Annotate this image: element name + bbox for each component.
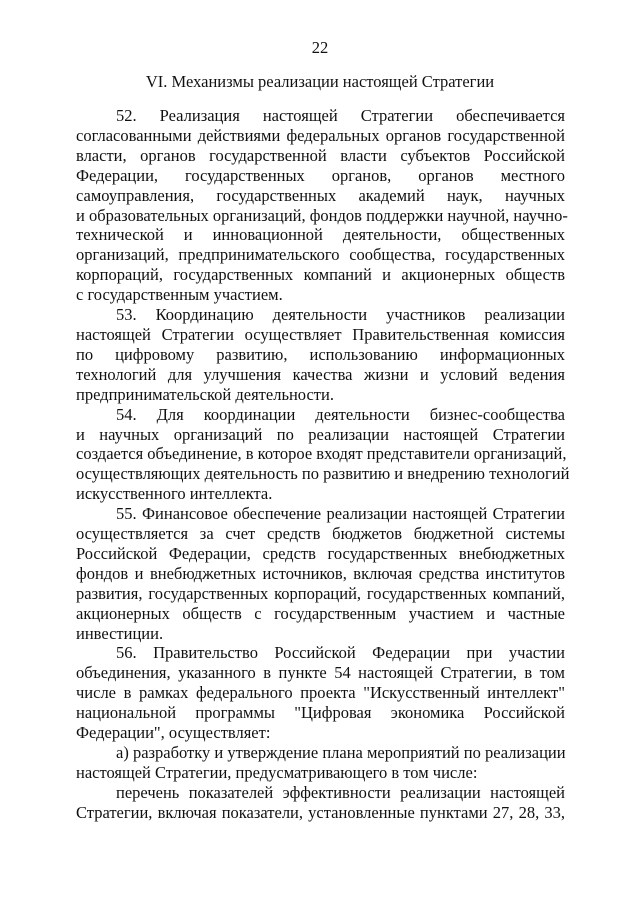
text-line: перечень показателей эффективности реализации настоящей: [116, 782, 565, 802]
text-line: числе в рамках федерального проекта "Искусственный интеллект": [76, 683, 565, 703]
text-line: власти, органов государственной власти субъектов Российской: [76, 145, 565, 165]
text-line: объединения, указанного в пункте 54 настоящей Стратегии, в том: [76, 663, 565, 683]
paragraph-55: [76, 504, 565, 643]
text-line: 53. Координацию деятельности участников реализации: [116, 305, 565, 325]
text-line: осуществляется за счет средств бюджетов бюджетной системы: [76, 524, 565, 544]
text-line: акционерных обществ с государственным участием и частные: [76, 603, 565, 623]
document-body: [76, 106, 570, 823]
text-line: корпораций, государственных компаний и акционерных обществ: [76, 265, 565, 285]
text-line: 54. Для координации деятельности бизнес-сообщества: [116, 404, 565, 424]
text-line: 52. Реализация настоящей Стратегии обеспечивается: [116, 106, 565, 125]
paragraph-56: [76, 643, 565, 743]
text-line: инвестиции.: [76, 623, 164, 643]
text-line: и образовательных организаций, фондов поддержки научной, научно-: [76, 205, 568, 225]
text-line: национальной программы "Цифровая экономика Российской: [76, 703, 565, 723]
text-line: настоящей Стратегии, предусматривающего в том числе:: [76, 762, 478, 782]
text-line: Российской Федерации, средств государственных внебюджетных: [76, 543, 565, 563]
text-line: Стратегии, включая показатели, установленные пунктами 27, 28, 33,: [76, 802, 565, 822]
text-line: создается объединение, в которое входят представители организаций,: [76, 444, 567, 464]
text-line: искусственного интеллекта.: [76, 484, 273, 504]
text-line: предпринимательской деятельности.: [76, 384, 334, 404]
text-line: 56. Правительство Российской Федерации при участии: [116, 643, 565, 663]
text-line: технологий для улучшения качества жизни и условий ведения: [76, 364, 565, 384]
text-line: и научных организаций по реализации настоящей Стратегии: [76, 424, 565, 444]
text-line: с государственным участием.: [76, 285, 283, 305]
page-number: 22: [311, 38, 329, 57]
text-line: 55. Финансовое обеспечение реализации настоящей Стратегии: [116, 504, 565, 524]
paragraph-52: [76, 106, 568, 305]
text-line: самоуправления, государственных академий наук, научных: [76, 185, 565, 205]
paragraph-indicators: [76, 783, 565, 823]
text-line: фондов и внебюджетных источников, включая средства институтов: [76, 563, 565, 583]
text-line: по цифровому развитию, использованию информационных: [76, 344, 565, 364]
paragraph-53: [76, 305, 565, 405]
text-line: осуществляющих деятельность по развитию и внедрению технологий: [76, 464, 570, 484]
text-line: Федерации, государственных органов, органов местного: [76, 165, 565, 185]
text-line: а) разработку и утверждение плана мероприятий по реализации: [116, 743, 566, 762]
section-title: VI. Механизмы реализации настоящей Стратегии: [145, 72, 495, 91]
text-line: технической и инновационной деятельности, общественных: [76, 225, 565, 245]
paragraph-54: [76, 404, 570, 505]
paragraph-56-a: [76, 743, 565, 783]
text-line: организаций, предпринимательского сообщества, государственных: [76, 245, 565, 265]
text-line: согласованными действиями федеральных органов государственной: [76, 125, 565, 145]
text-line: Федерации", осуществляет:: [76, 723, 271, 743]
text-line: развития, государственных корпораций, государственных компаний,: [76, 583, 565, 603]
text-line: настоящей Стратегии осуществляет Правительственная комиссия: [76, 324, 565, 344]
